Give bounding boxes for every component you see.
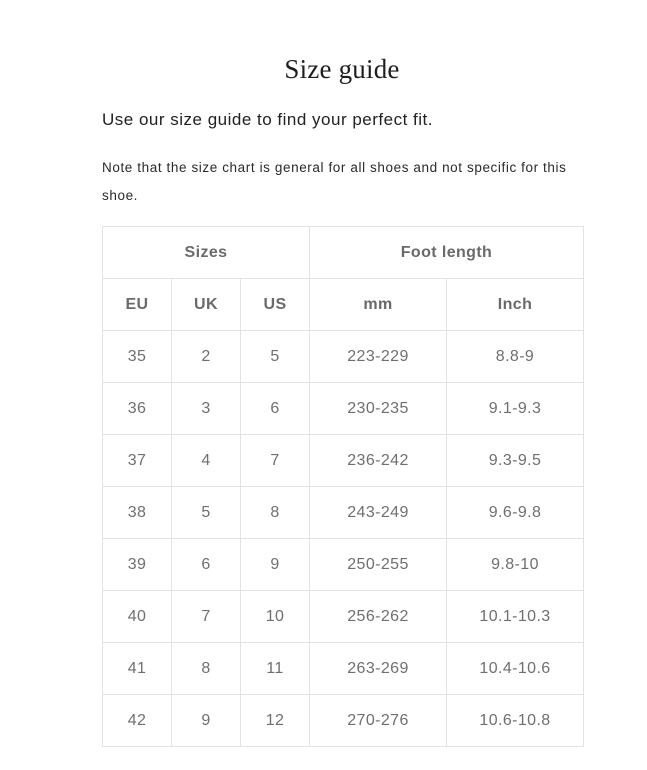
column-header-row xyxy=(103,279,584,331)
us-size-cell: 12 xyxy=(241,695,310,747)
mm-length-cell: 243-249 xyxy=(310,487,447,539)
us-size-cell: 6 xyxy=(241,383,310,435)
uk-size-cell: 3 xyxy=(172,383,241,435)
eu-size-cell: 35 xyxy=(103,331,172,383)
inch-length-cell: 9.3-9.5 xyxy=(447,435,584,487)
mm-length-cell: 256-262 xyxy=(310,591,447,643)
table-row xyxy=(103,331,584,383)
us-size-cell: 5 xyxy=(241,331,310,383)
uk-size-cell: 4 xyxy=(172,435,241,487)
group-header-row xyxy=(103,227,584,279)
uk-size-cell: 2 xyxy=(172,331,241,383)
us-size-cell: 8 xyxy=(241,487,310,539)
inch-length-cell: 9.8-10 xyxy=(447,539,584,591)
column-header-us: US xyxy=(241,279,310,331)
table-row xyxy=(103,695,584,747)
column-header-uk: UK xyxy=(172,279,241,331)
inch-length-cell: 10.4-10.6 xyxy=(447,643,584,695)
table-row xyxy=(103,435,584,487)
inch-length-cell: 10.6-10.8 xyxy=(447,695,584,747)
eu-size-cell: 38 xyxy=(103,487,172,539)
inch-length-cell: 9.6-9.8 xyxy=(447,487,584,539)
us-size-cell: 11 xyxy=(241,643,310,695)
eu-size-cell: 39 xyxy=(103,539,172,591)
eu-size-cell: 42 xyxy=(103,695,172,747)
mm-length-cell: 230-235 xyxy=(310,383,447,435)
eu-size-cell: 37 xyxy=(103,435,172,487)
uk-size-cell: 9 xyxy=(172,695,241,747)
size-chart-table xyxy=(102,226,584,747)
inch-length-cell: 8.8-9 xyxy=(447,331,584,383)
eu-size-cell: 36 xyxy=(103,383,172,435)
us-size-cell: 7 xyxy=(241,435,310,487)
eu-size-cell: 40 xyxy=(103,591,172,643)
uk-size-cell: 7 xyxy=(172,591,241,643)
uk-size-cell: 5 xyxy=(172,487,241,539)
mm-length-cell: 270-276 xyxy=(310,695,447,747)
table-row xyxy=(103,643,584,695)
intro-text: Use our size guide to find your perfect fit. xyxy=(102,110,433,129)
table-row xyxy=(103,591,584,643)
eu-size-cell: 41 xyxy=(103,643,172,695)
mm-length-cell: 223-229 xyxy=(310,331,447,383)
mm-length-cell: 263-269 xyxy=(310,643,447,695)
mm-length-cell: 250-255 xyxy=(310,539,447,591)
size-rows xyxy=(103,331,584,747)
column-header-mm: mm xyxy=(310,279,447,331)
inch-length-cell: 9.1-9.3 xyxy=(447,383,584,435)
column-header-inch: Inch xyxy=(447,279,584,331)
mm-length-cell: 236-242 xyxy=(310,435,447,487)
uk-size-cell: 8 xyxy=(172,643,241,695)
sizes-group-header: Sizes xyxy=(103,227,310,279)
foot-length-group-header: Foot length xyxy=(310,227,584,279)
inch-length-cell: 10.1-10.3 xyxy=(447,591,584,643)
us-size-cell: 10 xyxy=(241,591,310,643)
page-title: Size guide xyxy=(284,54,400,84)
us-size-cell: 9 xyxy=(241,539,310,591)
size-chart-note: Note that the size chart is general for all shoes and not specific for this shoe. xyxy=(102,160,567,203)
uk-size-cell: 6 xyxy=(172,539,241,591)
table-row xyxy=(103,487,584,539)
table-row xyxy=(103,539,584,591)
column-header-eu: EU xyxy=(103,279,172,331)
table-row xyxy=(103,383,584,435)
